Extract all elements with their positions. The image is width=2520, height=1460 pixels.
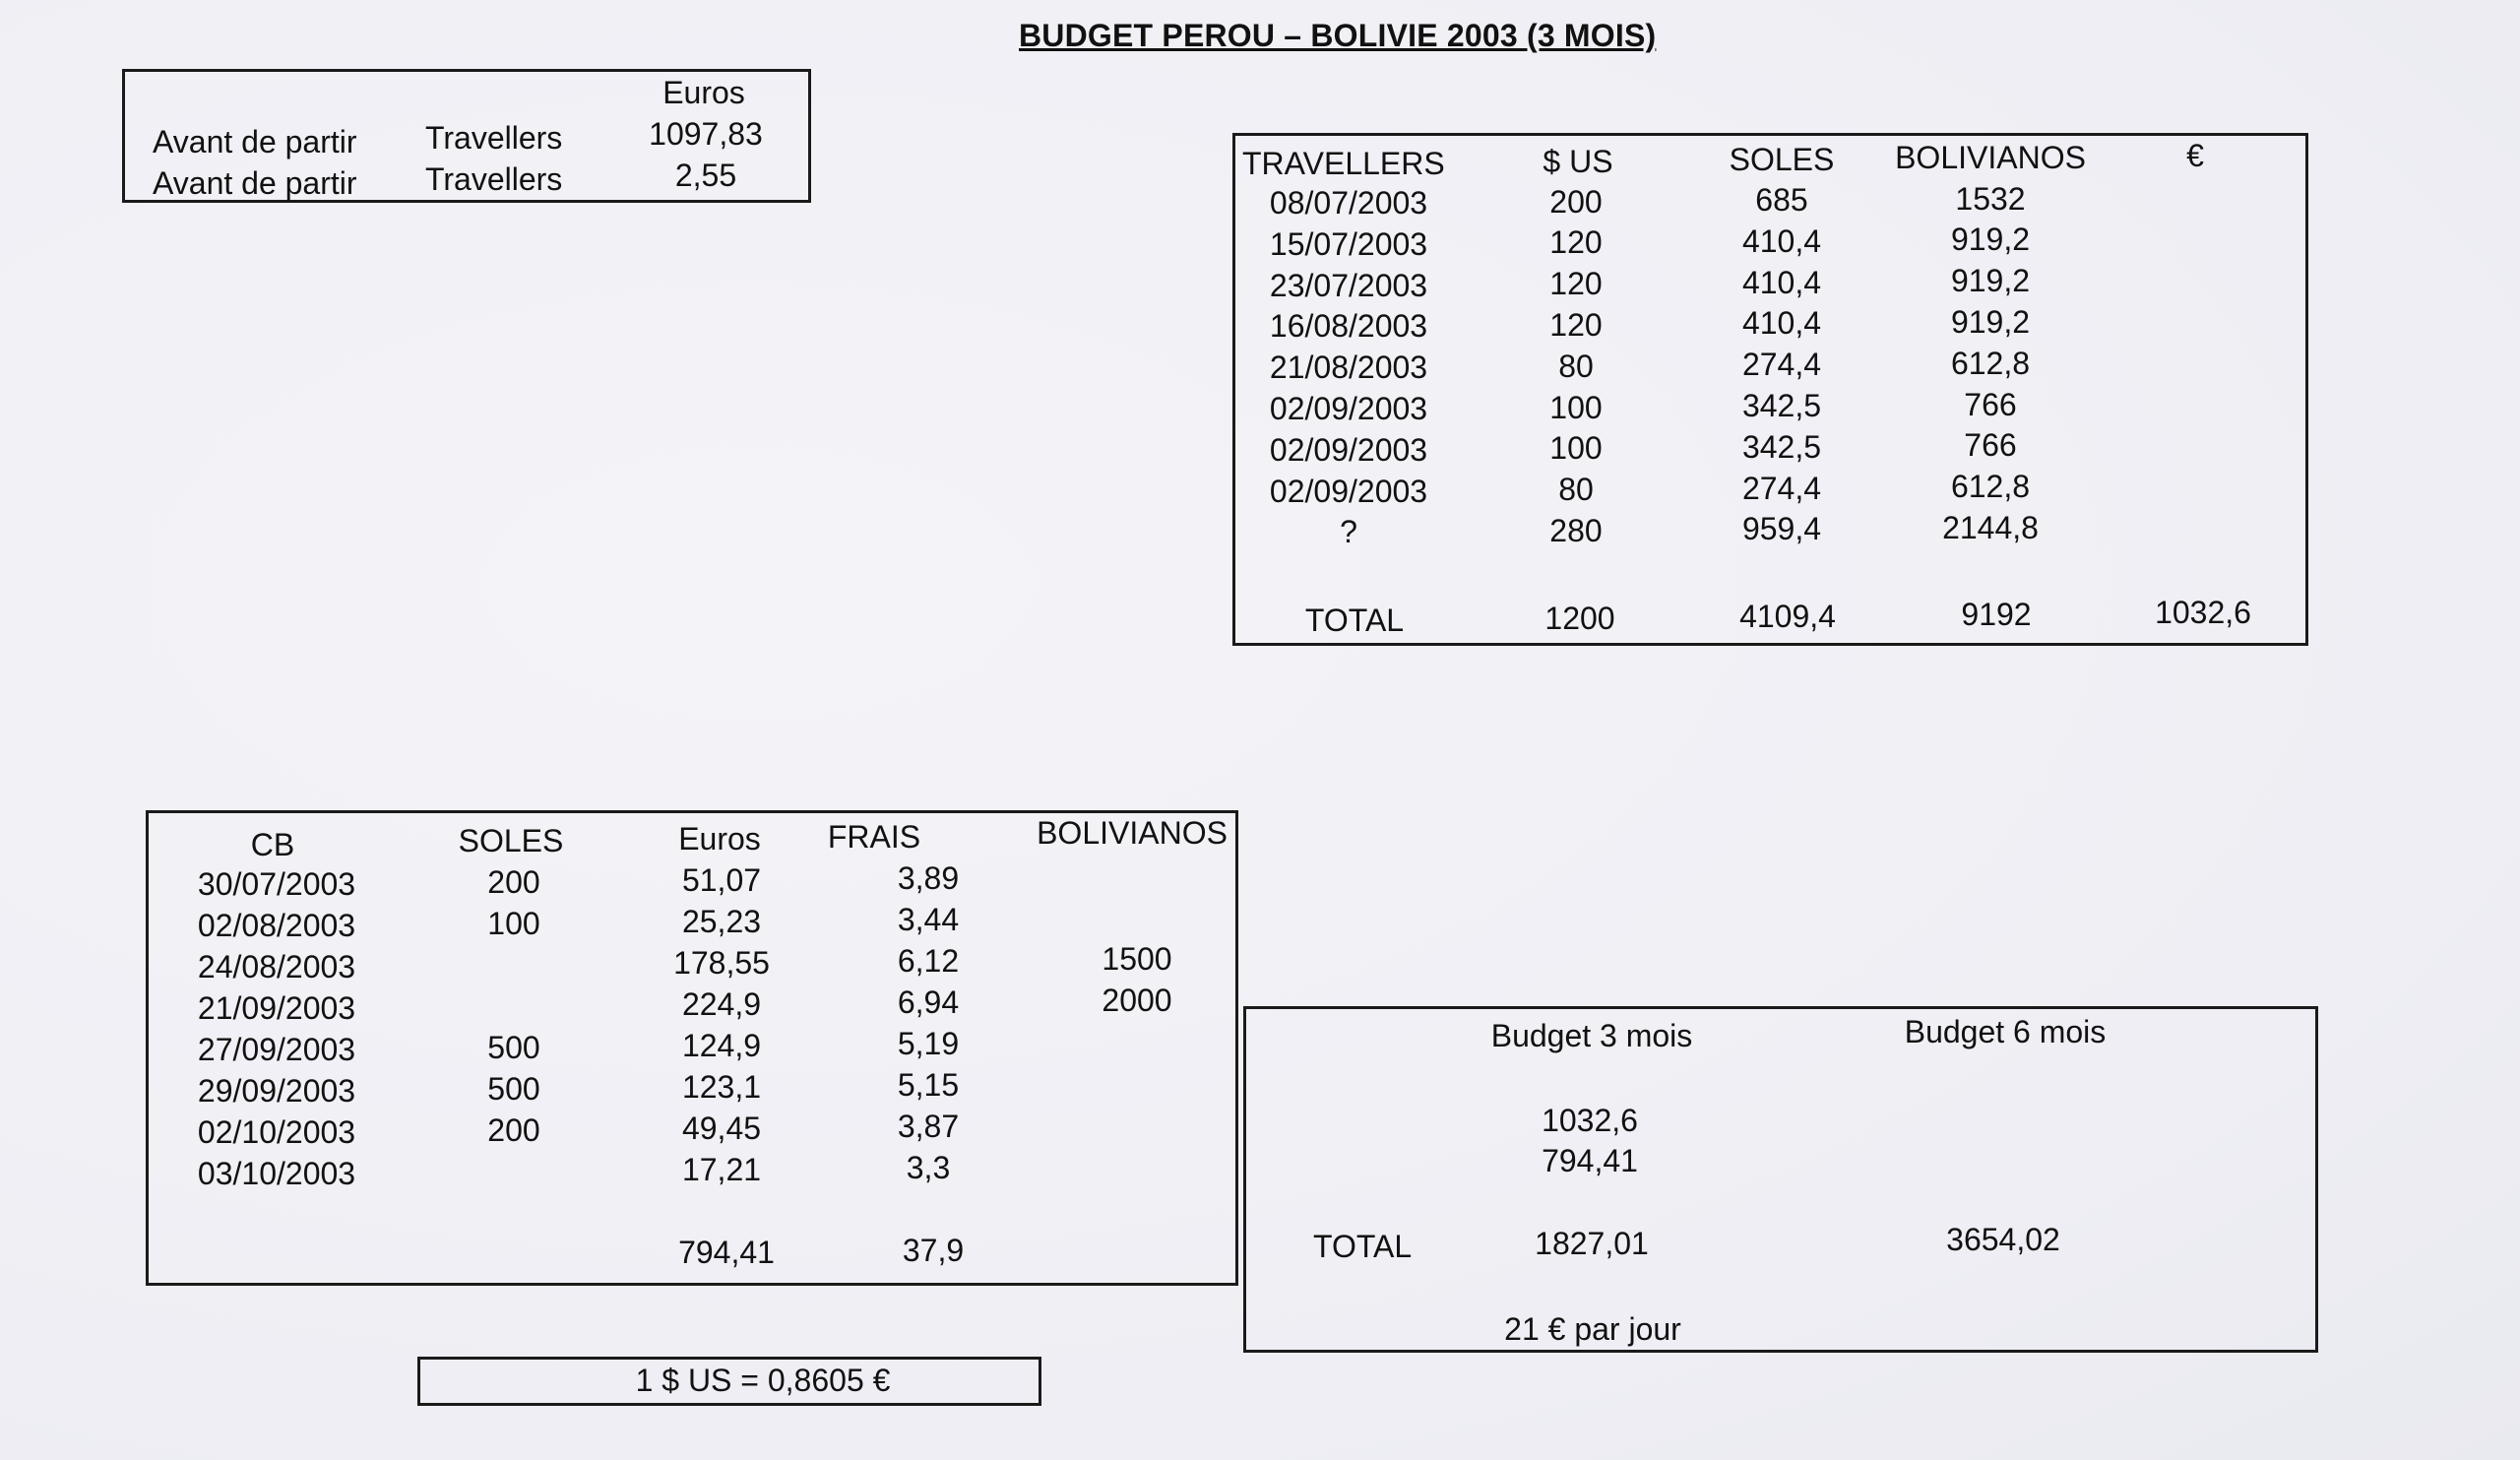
travellers-header: TRAVELLERS: [1242, 146, 1445, 181]
travellers-cell: 410,4: [1741, 265, 1822, 300]
travellers-cell: 80: [1558, 349, 1594, 384]
cb-header: CB: [250, 827, 295, 862]
cb-header: BOLIVIANOS: [1037, 815, 1228, 851]
travellers-cell: 274,4: [1741, 471, 1822, 506]
travellers-cell: 2144,8: [1942, 510, 2039, 545]
travellers-cell: 100: [1549, 390, 1603, 425]
budget-total-3: 1827,01: [1535, 1226, 1649, 1261]
budget-total-label: TOTAL: [1313, 1229, 1413, 1264]
travellers-cell: 342,5: [1741, 429, 1822, 465]
cb-cell: 178,55: [673, 945, 770, 981]
cb-header: SOLES: [458, 823, 564, 858]
travellers-total-usd: 1200: [1544, 601, 1615, 636]
avant-euros-header: Euros: [662, 75, 745, 110]
cb-cell: 6,12: [897, 943, 960, 979]
travellers-cell: 80: [1558, 472, 1594, 507]
travellers-cell: 15/07/2003: [1269, 226, 1428, 262]
cb-cell: 100: [487, 906, 540, 941]
cb-cell: 25,23: [681, 904, 762, 939]
travellers-cell: 280: [1549, 513, 1603, 548]
page-title: BUDGET PEROU – BOLIVIE 2003 (3 MOIS): [1019, 18, 1657, 53]
travellers-cell: 959,4: [1741, 511, 1822, 546]
travellers-cell: 100: [1549, 430, 1603, 466]
cb-total-euros: 794,41: [678, 1235, 775, 1270]
travellers-cell: 200: [1549, 184, 1603, 220]
avant-row-type: Travellers: [425, 120, 563, 156]
travellers-cell: 410,4: [1741, 305, 1822, 341]
avant-row-value: 2,55: [674, 158, 737, 193]
budget-box: [1243, 1006, 2318, 1353]
cb-cell: 3,87: [897, 1109, 960, 1144]
cb-cell: 02/10/2003: [197, 1114, 356, 1150]
cb-total-frais: 37,9: [902, 1233, 965, 1268]
travellers-cell: 21/08/2003: [1269, 349, 1428, 385]
cb-cell: 02/08/2003: [197, 908, 356, 943]
travellers-cell: 766: [1964, 427, 2017, 463]
travellers-cell: 342,5: [1741, 388, 1822, 423]
cb-cell: 24/08/2003: [197, 949, 356, 984]
cb-cell: 2000: [1102, 983, 1172, 1018]
cb-cell: 500: [487, 1071, 540, 1107]
cb-cell: 51,07: [681, 862, 762, 898]
cb-cell: 17,21: [681, 1152, 762, 1187]
cb-cell: 30/07/2003: [197, 866, 356, 902]
cb-cell: 27/09/2003: [197, 1032, 356, 1067]
travellers-header: €: [2186, 138, 2204, 173]
cb-cell: 200: [487, 864, 540, 900]
travellers-cell: 919,2: [1950, 222, 2031, 257]
travellers-header: BOLIVIANOS: [1895, 140, 2086, 175]
cb-cell: 124,9: [681, 1028, 762, 1063]
travellers-total-label: TOTAL: [1304, 603, 1405, 638]
travellers-header: SOLES: [1729, 142, 1835, 177]
cb-header: Euros: [678, 821, 761, 857]
travellers-cell: 766: [1964, 387, 2017, 422]
cb-cell: 03/10/2003: [197, 1156, 356, 1191]
budget-6-header: Budget 6 mois: [1904, 1014, 2107, 1049]
cb-cell: 123,1: [681, 1069, 762, 1105]
avant-row-label: Avant de partir: [153, 165, 357, 201]
travellers-cell: 02/09/2003: [1269, 432, 1428, 468]
cb-cell: 6,94: [897, 984, 960, 1020]
travellers-cell: 16/08/2003: [1269, 308, 1428, 344]
travellers-total-euro: 1032,6: [2155, 595, 2251, 630]
budget-per-day: 21 € par jour: [1504, 1311, 1681, 1347]
travellers-header: $ US: [1543, 144, 1613, 179]
avant-row-label: Avant de partir: [153, 124, 357, 159]
budget-total-6: 3654,02: [1946, 1222, 2060, 1257]
travellers-cell: 08/07/2003: [1269, 185, 1428, 221]
travellers-cell: 120: [1549, 266, 1603, 301]
cb-cell: 49,45: [681, 1111, 762, 1146]
cb-cell: 3,44: [897, 902, 960, 937]
cb-cell: 29/09/2003: [197, 1073, 356, 1109]
exchange-rate: 1 $ US = 0,8605 €: [635, 1363, 891, 1398]
travellers-cell: 919,2: [1950, 263, 2031, 298]
travellers-cell: 685: [1755, 182, 1808, 218]
cb-cell: 5,15: [897, 1067, 960, 1103]
travellers-cell: ?: [1340, 514, 1357, 549]
budget-line-1: 1032,6: [1542, 1103, 1638, 1138]
travellers-cell: 120: [1549, 224, 1603, 260]
travellers-cell: 919,2: [1950, 304, 2031, 340]
cb-header: FRAIS: [827, 819, 921, 855]
cb-cell: 200: [487, 1112, 540, 1148]
travellers-cell: 02/09/2003: [1269, 391, 1428, 426]
cb-cell: 224,9: [681, 986, 762, 1022]
budget-line-2: 794,41: [1542, 1143, 1638, 1178]
travellers-cell: 612,8: [1950, 469, 2031, 504]
budget-3-header: Budget 3 mois: [1490, 1018, 1693, 1053]
cb-cell: 3,89: [897, 860, 960, 896]
travellers-cell: 120: [1549, 307, 1603, 343]
travellers-cell: 02/09/2003: [1269, 474, 1428, 509]
travellers-total-bolivianos: 9192: [1961, 597, 2032, 632]
avant-row-value: 1097,83: [649, 116, 763, 152]
cb-cell: 3,3: [906, 1150, 951, 1185]
travellers-cell: 612,8: [1950, 346, 2031, 381]
cb-cell: 5,19: [897, 1026, 960, 1061]
travellers-cell: 410,4: [1741, 223, 1822, 259]
travellers-total-soles: 4109,4: [1739, 599, 1836, 634]
cb-cell: 21/09/2003: [197, 990, 356, 1026]
travellers-cell: 274,4: [1741, 347, 1822, 382]
cb-cell: 500: [487, 1030, 540, 1065]
travellers-cell: 23/07/2003: [1269, 268, 1428, 303]
cb-cell: 1500: [1102, 941, 1172, 977]
avant-row-type: Travellers: [425, 161, 563, 197]
travellers-cell: 1532: [1955, 181, 2026, 217]
